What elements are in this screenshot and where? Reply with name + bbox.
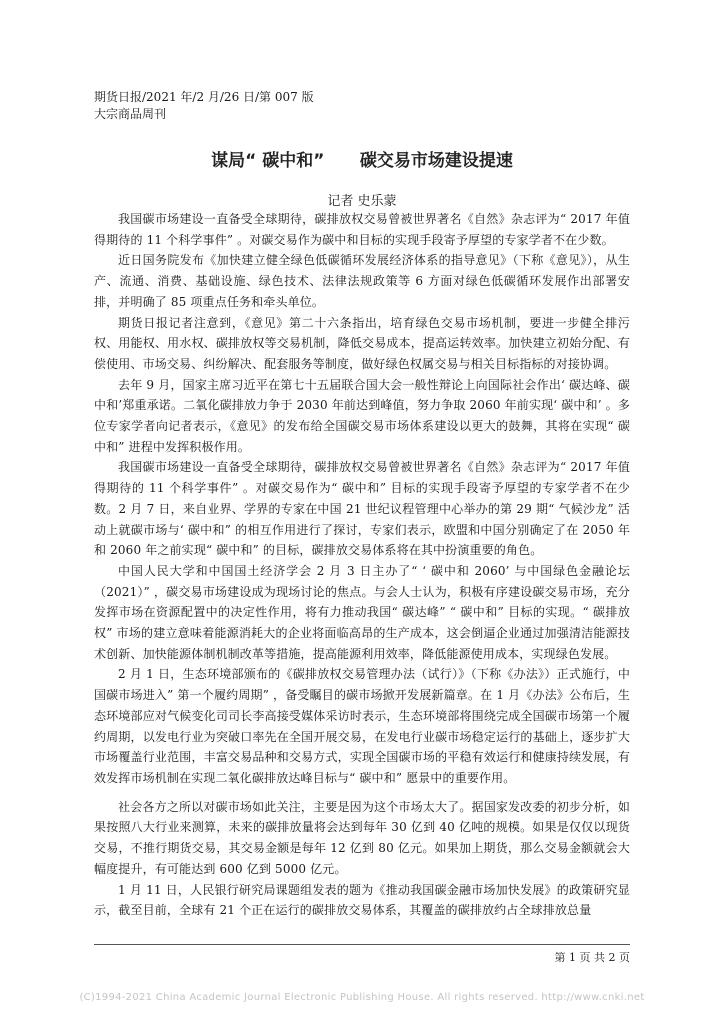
paragraph: 1 月 11 日，人民银行研究局课题组发表的题为《推动我国碳金融市场加快发展》的政策研究显示，截至目前，全球有 21 个正在运行的碳排放交易体系，其覆盖的碳排放约占全球排放总量 bbox=[94, 882, 630, 918]
paragraph: 社会各方之所以对碳市场如此关注，主要是因为这个市场太大了。据国家发改委的初步分析，如果按照八大行业来测算，未来的碳排放量将会达到每年 30 亿到 40 亿吨的规模。如果是仅仅以现货交易，不推行期货交易，其交易金额是每年 12 亿到 80 亿元。如果加上期货，那么交易金额就会大幅度提升，有可能达到 600 亿到 5000 亿元。 bbox=[94, 799, 630, 876]
paragraph: 近日国务院发布《加快建立健全绿色低碳循环发展经济体系的指导意见》（下称《意见》），从生产、流通、消费、基础设施、绿色技术、法律法规政策等 6 方面对绿色低碳循环发展作出部署安排，并明确了 85 项重点任务和牵头单位。 bbox=[94, 253, 630, 309]
article-body bbox=[94, 209, 630, 921]
footer-divider bbox=[94, 944, 630, 945]
column-name: 大宗商品周刊 bbox=[94, 107, 167, 121]
paragraph: 我国碳市场建设一直备受全球期待，碳排放权交易曾被世界著名《自然》杂志评为“ 2017 年值得期待的 11 个科学事件” 。对碳交易作为碳中和目标的实现手段寄予厚望的专家学者不在少数。 bbox=[94, 212, 630, 247]
paragraph: 期货日报记者注意到，《意见》第二十六条指出，培育绿色交易市场机制，要进一步健全排污权、用能权、用水权、碳排放权等交易机制，降低交易成本，提高运转效率。加快建立初始分配、有偿使用、市场交易、纠纷解决、配套服务等制度，做好绿色权属交易与相关目标指标的对接协调。 bbox=[94, 315, 630, 371]
article-title: 谋局“ 碳中和” 碳交易市场建设提速 bbox=[211, 151, 513, 171]
page-number: 第 1 页 共 2 页 bbox=[554, 951, 630, 964]
article-author: 记者 史乐蒙 bbox=[327, 194, 397, 209]
paragraph: 我国碳市场建设一直备受全球期待，碳排放权交易曾被世界著名《自然》杂志评为“ 2017 年值得期待的 11 个科学事件” 。对碳交易作为“ 碳中和” 目标的实现手段寄予厚望的专家学者不在少数。2 月 7 日，来自业界、学界的专家在中国 21 世纪议程管理中心举办的第 29 期“ 气候沙龙” 活动上就碳市场与‘ 碳中和” 的相互作用进行了探讨，专家们表示，欧盟和中国分别确定了在 2050 年和 2060 年之前实现“ 碳中和” 的目标，碳排放交易体系将在其中扮演重要的角色。 bbox=[94, 460, 630, 558]
paragraph: 去年 9 月，国家主席习近平在第七十五届联合国大会一般性辩论上向国际社会作出‘ 碳达峰、碳中和’郑重承诺。二氧化碳排放力争于 2030 年前达到峰值，努力争取 2060 年前实现‘ 碳中和’ 。多位专家学者向记者表示，《意见》的发布给全国碳交易市场体系建设以更大的鼓舞，其将在实现“ 碳中和” 进程中发挥积极作用。 bbox=[94, 377, 630, 454]
source-line: 期货日报/2021 年/2 月/26 日/第 007 版 bbox=[94, 90, 314, 104]
copyright-notice: (C)1994-2021 China Academic Journal Electronic Publishing House. All rights reserved. http://www.cnki.net bbox=[79, 992, 645, 1003]
publication-source bbox=[94, 89, 314, 123]
paragraph: 中国人民大学和中国国土经济学会 2 月 3 日主办了“ ‘ 碳中和 2060’ 与中国绿色金融论坛（2021）” ，碳交易市场建设成为现场讨论的焦点。与会人士认为，积极有序建设碳交易市场，充分发挥市场在资源配置中的决定性作用，将有力推动我国“ 碳达峰” “ 碳中和” 目标的实现。“ 碳排放权” 市场的建立意味着能源消耗大的企业将面临高昂的生产成本，这会倒逼企业通过加强清洁能源技术创新、加快能源体制机制改革等措施，提高能源利用效率，降低能源使用成本，实现绿色发展。 bbox=[94, 563, 630, 661]
paragraph: 2 月 1 日，生态环境部颁布的《碳排放权交易管理办法（试行）》（下称《办法》）正式施行，中国碳市场进入” 第一个履约周期” ，备受瞩目的碳市场掀开发展新篇章。在 1 月《办法》公布后，生态环境部应对气候变化司司长李高接受媒体采访时表示，生态环境部将围绕完成全国碳市场第一个履约周期，以发电行业为突破口率先在全国开展交易，在发电行业碳市场稳定运行的基础上，逐步扩大市场覆盖行业范围，丰富交易品种和交易方式，实现全国碳市场的平稳有效运行和健康持续发展，有效发挥市场机制在实现二氧化碳排放达峰目标与“ 碳中和” 愿景中的重要作用。 bbox=[94, 667, 630, 785]
